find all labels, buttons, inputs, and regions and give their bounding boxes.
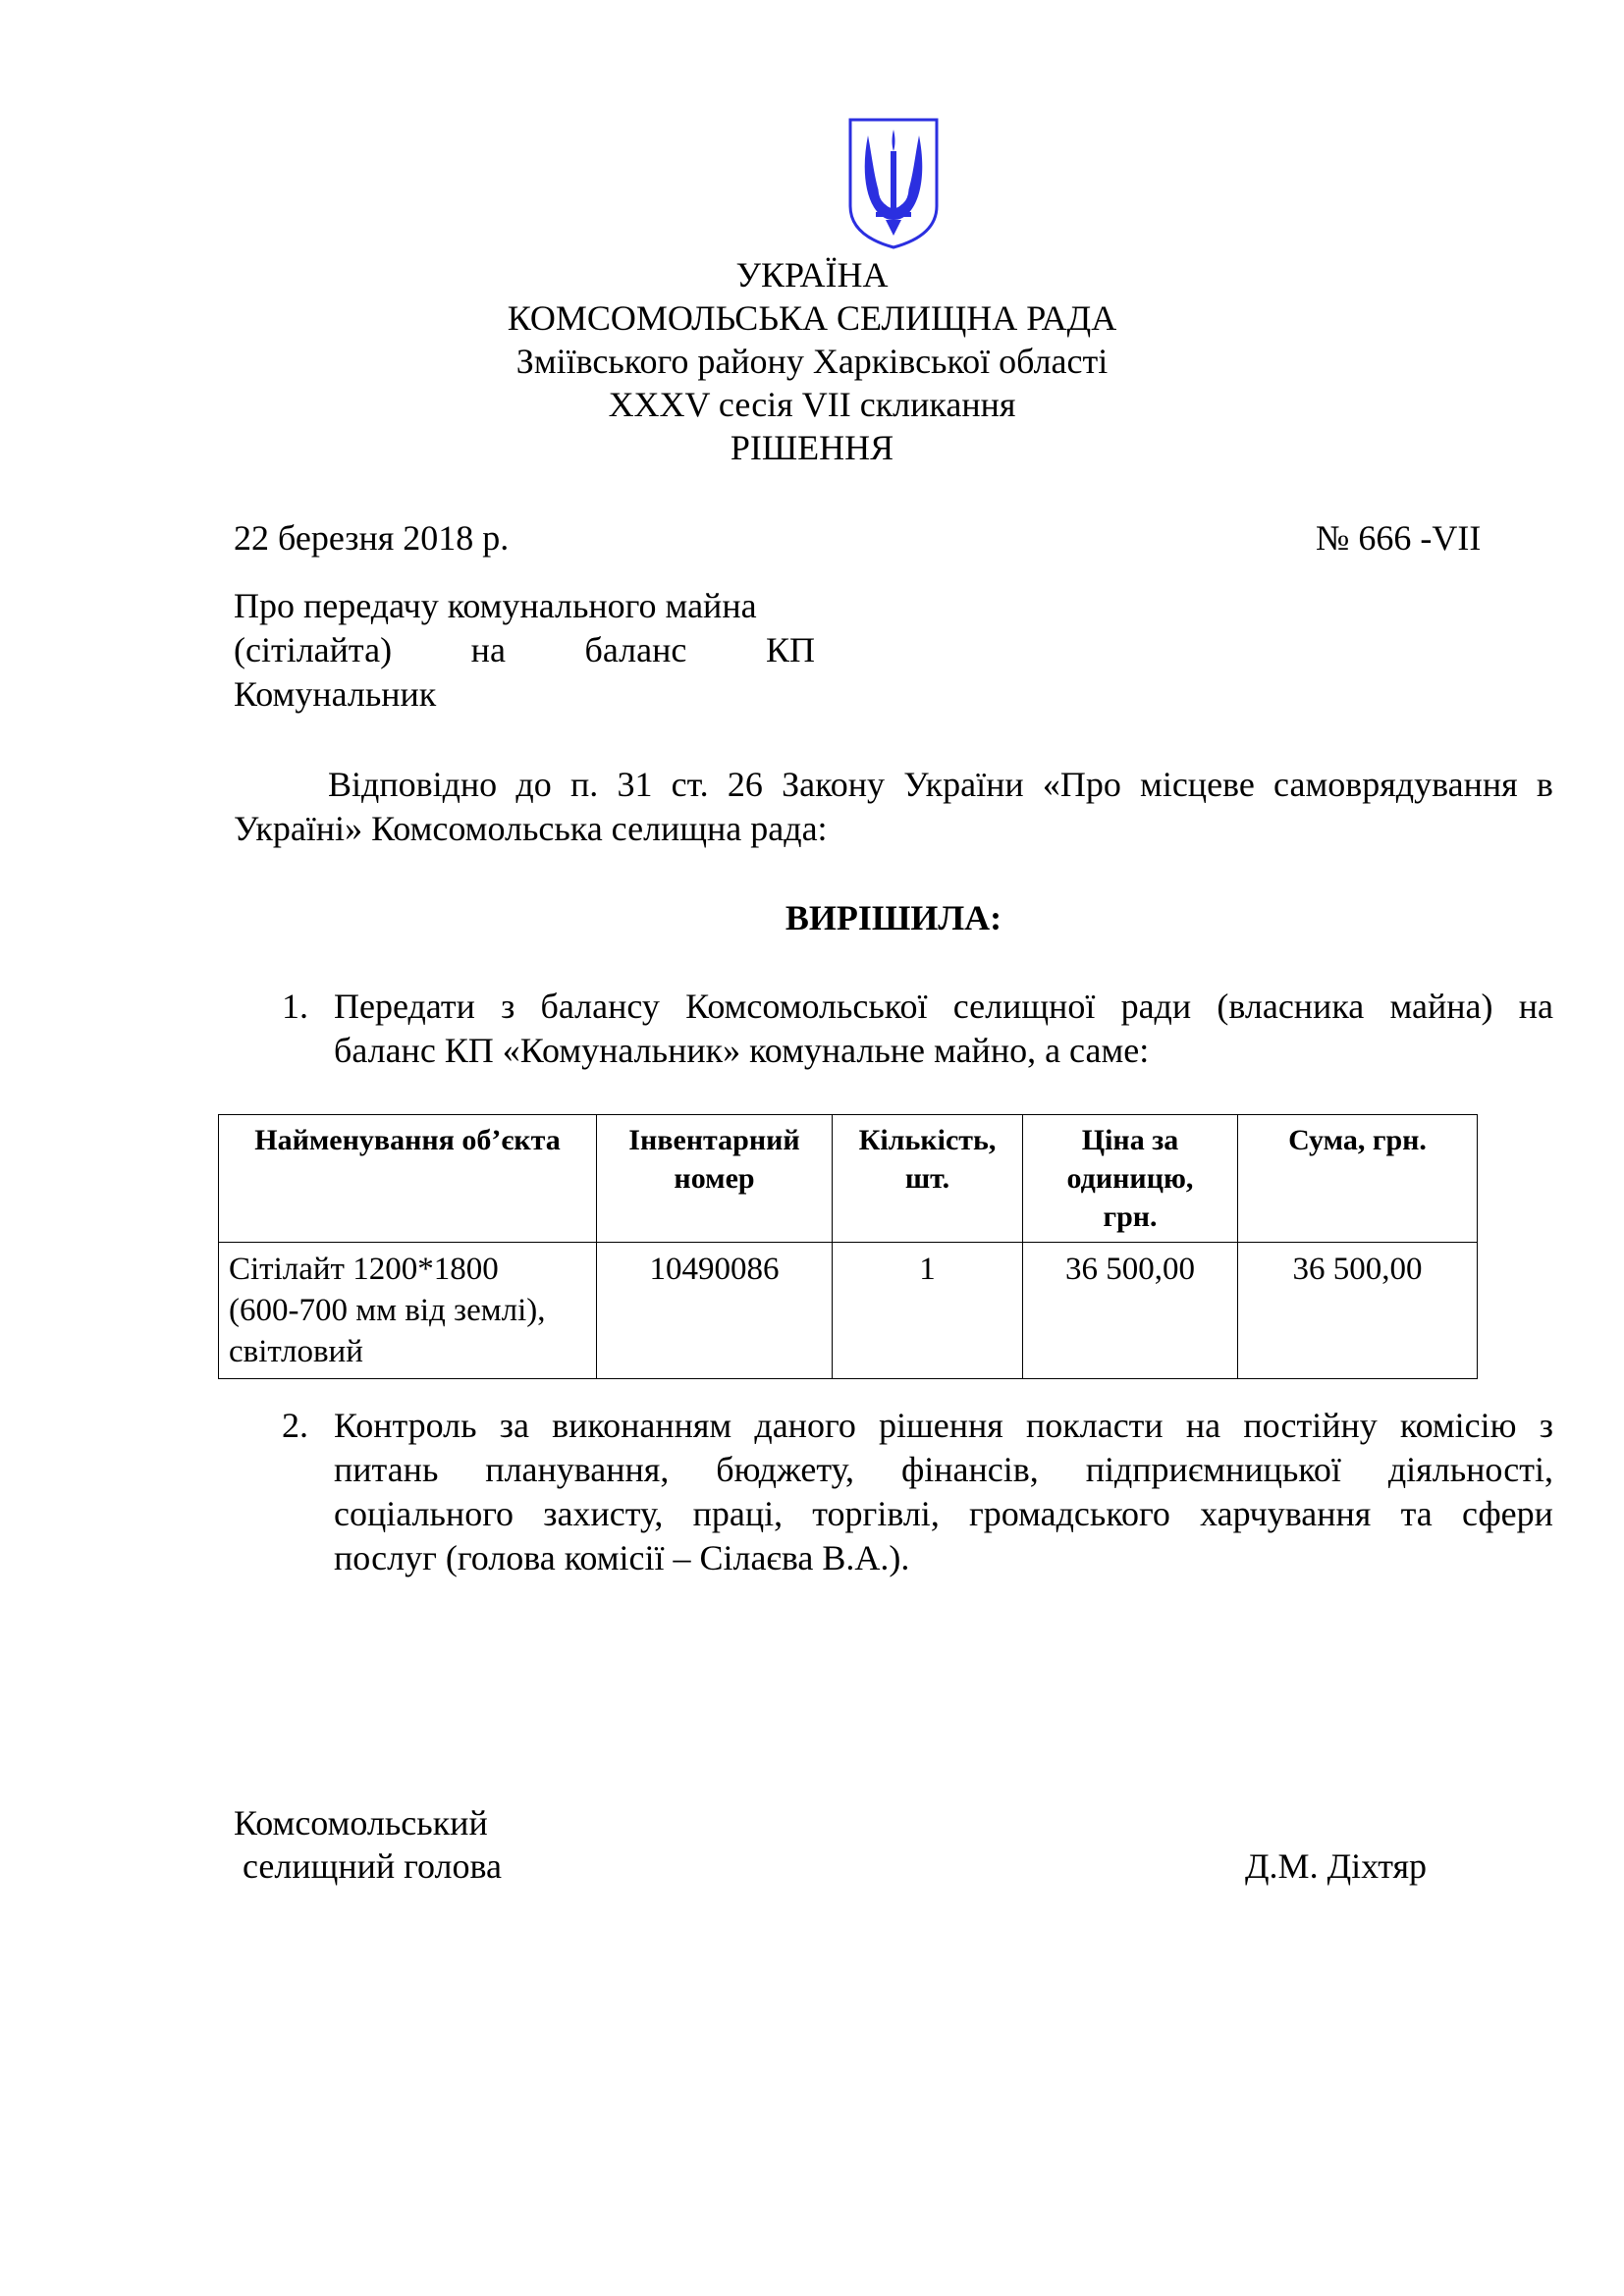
item-word: та (1400, 1494, 1433, 1533)
cell-price: 36 500,00 (1023, 1243, 1238, 1379)
item-word: захисту, (543, 1494, 664, 1533)
preamble-word: самоврядування (1273, 765, 1518, 804)
header-text: номер (674, 1162, 755, 1195)
item-2-line-4: послуг (голова комісії – Сілаєва В.А.). (334, 1538, 910, 1577)
item-2-line-2 (334, 1448, 1553, 1492)
header-text: Найменування об’єкта (254, 1124, 561, 1156)
preamble-word: до (515, 765, 552, 804)
subject-word: (сітілайта) (234, 630, 393, 669)
coat-of-arms-icon (846, 116, 941, 251)
header-text: Інвентарний (628, 1124, 800, 1156)
item-1-number: 1. (282, 987, 308, 1026)
header-text: одиницю, (1066, 1162, 1194, 1195)
header-council: КОМСОМОЛЬСЬКА СЕЛИЩНА РАДА (507, 298, 1117, 338)
item-word: сфери (1461, 1494, 1553, 1533)
header-doc-type: РІШЕННЯ (730, 428, 894, 467)
item-word: з (501, 987, 515, 1026)
item-word: комісію (1399, 1406, 1517, 1445)
document-date: 22 березня 2018 р. (234, 518, 510, 558)
preamble-word: «Про (1042, 765, 1121, 804)
header-text: Ціна за (1081, 1124, 1179, 1156)
signature-title-line-1: Комсомольський (234, 1803, 488, 1842)
signature-title-line-2: селищний голова (234, 1846, 503, 1886)
item-word: постійну (1243, 1406, 1378, 1445)
header-country: УКРАЇНА (735, 255, 889, 294)
preamble-line-2: Україні» Комсомольська селищна рада: (234, 809, 828, 848)
item-word: покласти (1026, 1406, 1164, 1445)
document-number: № 666 -VII (1316, 518, 1482, 558)
item-1-line-1 (334, 985, 1553, 1029)
item-word: виконанням (552, 1406, 732, 1445)
item-word: праці, (692, 1494, 784, 1533)
subject-line-3: Комунальник (234, 674, 437, 714)
header-text: Кількість, (858, 1124, 997, 1156)
header-text: грн. (1103, 1201, 1158, 1233)
table-row (219, 1243, 1478, 1379)
cell-inventory: 10490086 (597, 1243, 833, 1379)
item-word: (власника (1217, 987, 1365, 1026)
item-word: даного (754, 1406, 856, 1445)
cell-text: світловий (229, 1334, 363, 1369)
header-text: шт. (904, 1162, 950, 1195)
item-word: соціального (334, 1494, 514, 1533)
resolved-heading: ВИРІШИЛА: (785, 898, 1002, 937)
item-word: громадського (969, 1494, 1170, 1533)
preamble-line-1 (234, 763, 1553, 807)
preamble-word: України (903, 765, 1024, 804)
item-word: балансу (540, 987, 660, 1026)
preamble-word: п. (569, 765, 599, 804)
item-word: за (499, 1406, 529, 1445)
item-2-line-1 (334, 1404, 1553, 1448)
subject-word: баланс (584, 630, 687, 669)
item-2-line-3 (334, 1492, 1553, 1536)
col-header-name (219, 1115, 597, 1243)
preamble-word: Відповідно (328, 765, 498, 804)
signature-name: Д.М. Діхтяр (1245, 1846, 1428, 1886)
item-word: рішення (879, 1406, 1003, 1445)
preamble-word: 31 (617, 765, 653, 804)
item-word: Комсомольської (685, 987, 928, 1026)
item-2-number: 2. (282, 1406, 308, 1445)
preamble (234, 763, 1553, 851)
item-word: з (1539, 1406, 1553, 1445)
col-header-price (1023, 1115, 1238, 1243)
cell-text: Сітілайт 1200*1800 (229, 1252, 499, 1287)
item-word: бюджету, (716, 1450, 855, 1489)
assets-table (218, 1114, 1478, 1379)
cell-name (219, 1243, 597, 1379)
item-word: Передати (334, 987, 475, 1026)
cell-text: (600-700 мм від землі), (229, 1293, 546, 1328)
preamble-word: Закону (782, 765, 886, 804)
item-word: харчування (1200, 1494, 1372, 1533)
subject-word: на (470, 630, 506, 669)
item-2-text (334, 1404, 1553, 1580)
header-text: Сума, грн. (1288, 1124, 1427, 1156)
cell-qty: 1 (833, 1243, 1023, 1379)
item-word: підприємницької (1085, 1450, 1341, 1489)
item-word: селищної (952, 987, 1096, 1026)
item-word: питань (334, 1450, 439, 1489)
item-word: на (1518, 987, 1553, 1026)
item-word: діяльності, (1387, 1450, 1553, 1489)
item-word: планування, (485, 1450, 670, 1489)
subject-line-1: Про передачу комунального майна (234, 586, 757, 625)
table-header-row (219, 1115, 1478, 1243)
item-word: Контроль (334, 1406, 477, 1445)
cell-sum: 36 500,00 (1238, 1243, 1478, 1379)
item-word: майна) (1389, 987, 1493, 1026)
preamble-word: ст. (671, 765, 709, 804)
document-subject (234, 584, 815, 717)
col-header-qty (833, 1115, 1023, 1243)
item-word: торгівлі, (812, 1494, 940, 1533)
header-session: XXXV сесія VII скликання (608, 385, 1016, 424)
preamble-word: в (1536, 765, 1553, 804)
item-word: на (1185, 1406, 1221, 1445)
item-word: ради (1120, 987, 1192, 1026)
preamble-word: місцеве (1140, 765, 1255, 804)
subject-line-2 (234, 628, 815, 672)
item-word: фінансів, (900, 1450, 1039, 1489)
item-1-line-2: баланс КП «Комунальник» комунальне майно, а саме: (334, 1031, 1150, 1070)
preamble-word: 26 (727, 765, 763, 804)
col-header-inventory (597, 1115, 833, 1243)
item-1-text (334, 985, 1553, 1073)
subject-word: КП (765, 630, 815, 669)
header-district: Зміївського району Харківської області (515, 342, 1109, 381)
col-header-sum (1238, 1115, 1478, 1243)
